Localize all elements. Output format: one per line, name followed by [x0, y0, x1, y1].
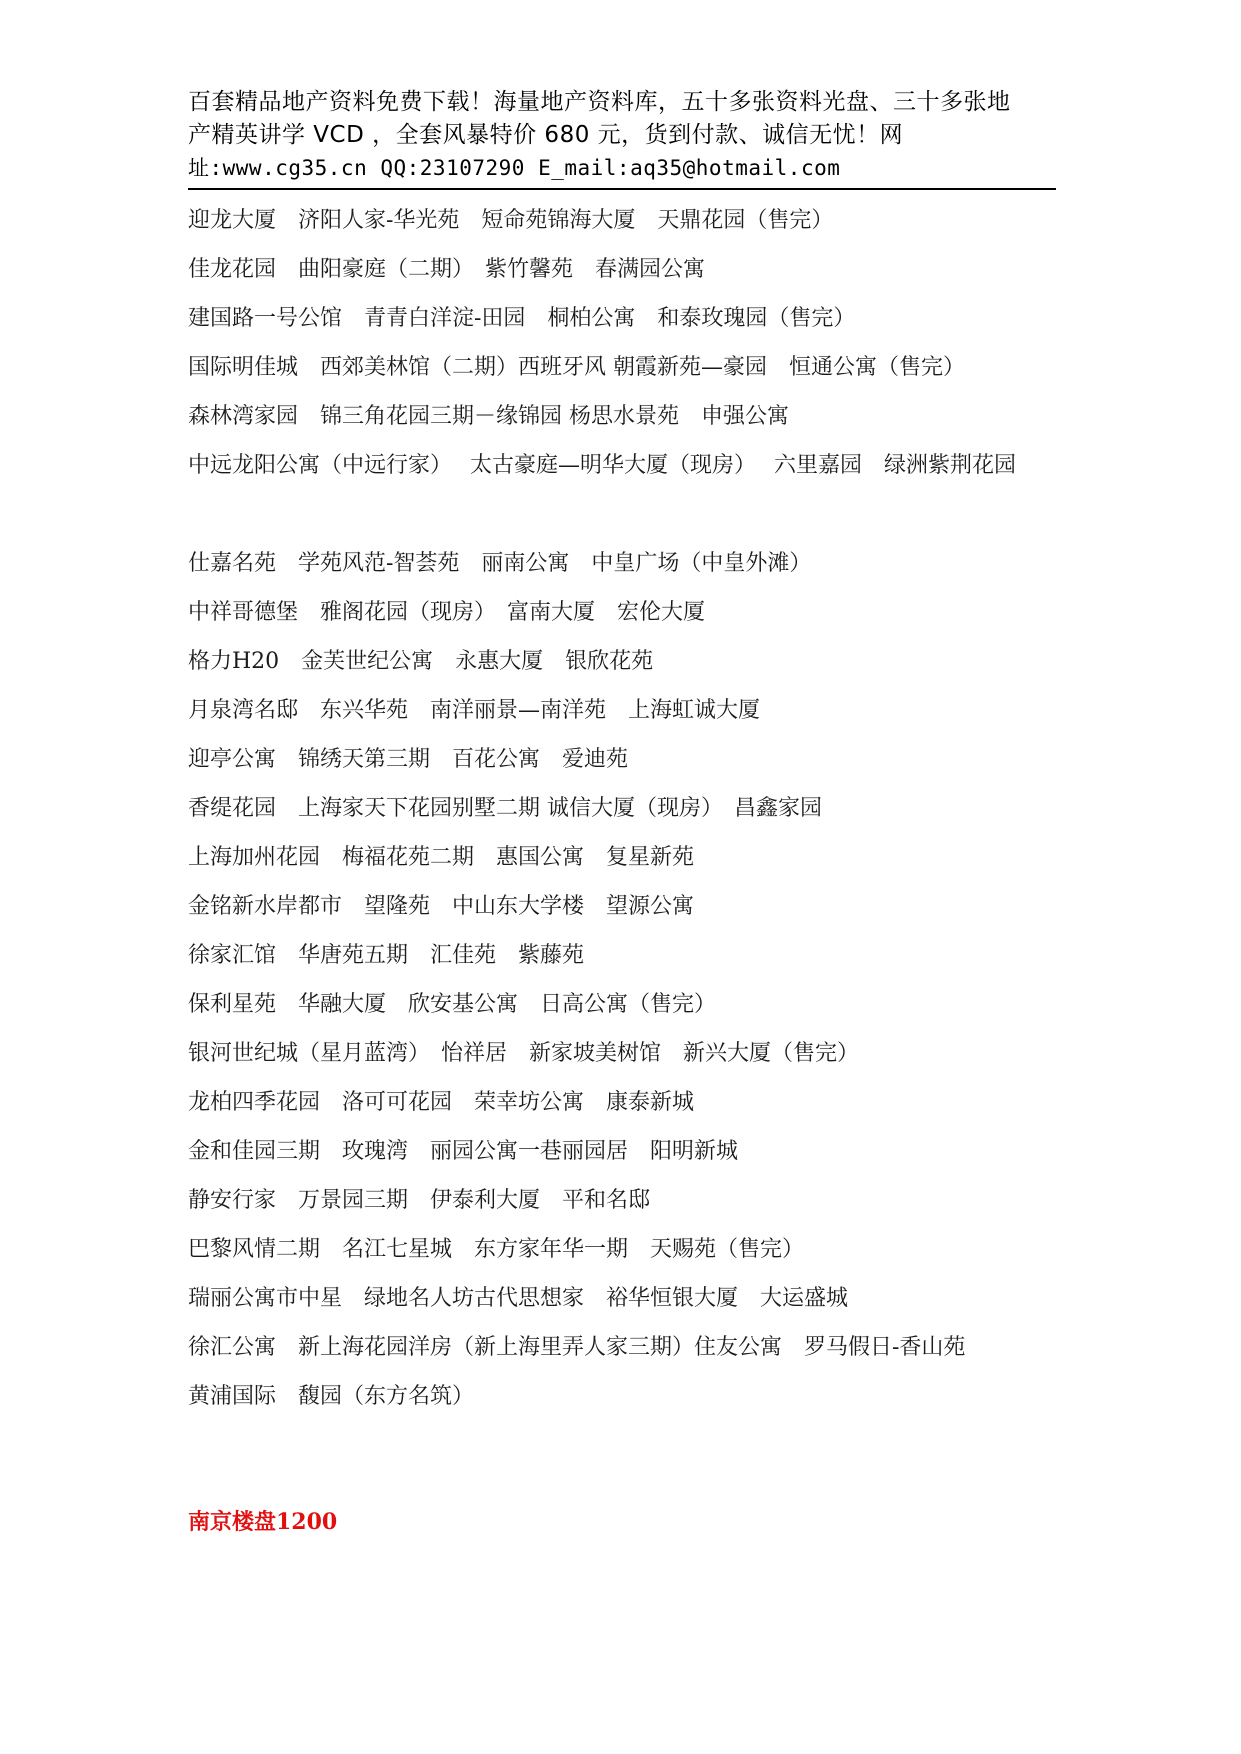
list-item: 中祥哥德堡 雅阁花园（现房） 富南大厦 宏伦大厦	[188, 600, 706, 625]
list-item: 徐家汇馆 华唐苑五期 汇佳苑 紫藤苑	[188, 943, 585, 968]
list-item	[188, 441, 1068, 539]
property-list	[188, 196, 1068, 1421]
ad-header-line-3: 址:www.cg35.cn QQ:23107290 E_mail:aq35@hotmail.com	[188, 156, 841, 180]
list-item: 建国路一号公馆 青青白洋淀-田园 桐柏公寓 和泰玫瑰园（售完）	[188, 306, 856, 331]
list-item: 巴黎风情二期 名江七星城 东方家年华一期 天赐苑（售完）	[188, 1237, 805, 1262]
ad-header	[188, 86, 1056, 185]
list-item: 黄浦国际 馥园（东方名筑）	[188, 1384, 475, 1409]
list-item: 仕嘉名苑 学苑风范-智荟苑 丽南公寓 中皇广场（中皇外滩）	[188, 551, 812, 576]
list-item: 上海加州花园 梅福花苑二期 惠国公寓 复星新苑	[188, 845, 695, 870]
list-item: 佳龙花园 曲阳豪庭（二期） 紫竹馨苑 春满园公寓	[188, 257, 706, 282]
list-item: 金铭新水岸都市 望隆苑 中山东大学楼 望源公寓	[188, 894, 695, 919]
list-item: 静安行家 万景园三期 伊泰利大厦 平和名邸	[188, 1188, 651, 1213]
list-item: 保利星苑 华融大厦 欣安基公寓 日高公寓（售完）	[188, 992, 717, 1017]
list-item: 迎龙大厦 济阳人家-华光苑 短命苑锦海大厦 天鼎花园（售完）	[188, 208, 834, 233]
list-item-text: 中远龙阳公寓（中远行家） 太古豪庭—明华大厦（现房） 六里嘉园 绿洲紫荆花园	[188, 453, 1016, 478]
list-item: 国际明佳城 西郊美林馆（二期）西班牙风 朝霞新苑—豪园 恒通公寓（售完）	[188, 355, 965, 380]
list-item: 月泉湾名邸 东兴华苑 南洋丽景—南洋苑 上海虹诚大厦	[188, 698, 761, 723]
header-divider	[188, 188, 1056, 190]
list-item: 龙柏四季花园 洛可可花园 荣幸坊公寓 康泰新城	[188, 1090, 695, 1115]
list-item: 银河世纪城（星月蓝湾） 怡祥居 新家坡美树馆 新兴大厦（售完）	[188, 1041, 860, 1066]
section-title-nanjing: 南京楼盘1200	[188, 1509, 338, 1535]
list-item: 瑞丽公寓市中星 绿地名人坊古代思想家 裕华恒银大厦 大运盛城	[188, 1286, 849, 1311]
list-item: 金和佳园三期 玫瑰湾 丽园公寓一巷丽园居 阳明新城	[188, 1139, 739, 1164]
ad-header-line-2: 产精英讲学 VCD ，全套风暴特价 680 元，货到付款、诚信无忧！网	[188, 122, 904, 148]
list-item: 徐汇公寓 新上海花园洋房（新上海里弄人家三期）住友公寓 罗马假日-香山苑	[188, 1335, 966, 1360]
ad-header-line-1: 百套精品地产资料免费下载！海量地产资料库，五十多张资料光盘、三十多张地	[188, 89, 1011, 115]
list-item: 格力H20 金芙世纪公寓 永惠大厦 银欣花苑	[188, 649, 654, 674]
list-item: 香缇花园 上海家天下花园别墅二期 诚信大厦（现房） 昌鑫家园	[188, 796, 822, 821]
list-item: 迎亭公寓 锦绣天第三期 百花公寓 爱迪苑	[188, 747, 629, 772]
list-item: 森林湾家园 锦三角花园三期－缘锦园 杨思水景苑 申强公寓	[188, 404, 789, 429]
